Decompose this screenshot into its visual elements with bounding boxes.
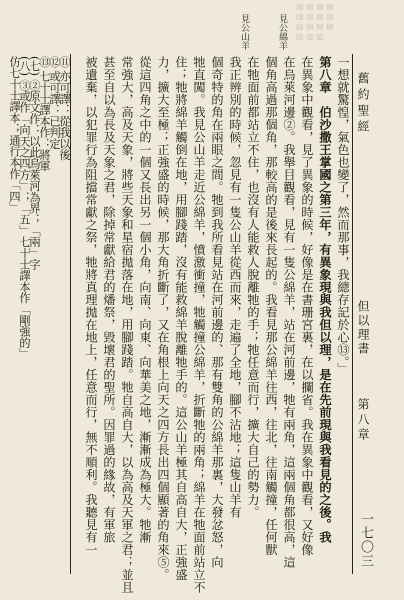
body-column: 一想就驚惶，氣色也變了，然而那事，我總存記於心⑬。」	[336, 56, 350, 375]
body-column: 個奇特的角在兩眼之間。牠到我所看見站在河前邊的、那有雙角的公綿羊那裏，大發忿怒，向	[210, 56, 224, 569]
body-column: 從這四角之中的一個又長出另一個小角，向南、向東、向華美之地，漸漸成為極大。牠漸	[138, 56, 152, 544]
footnotes	[8, 56, 70, 574]
footnote: ⑫ 或可譯：已判定	[48, 56, 61, 150]
body-column: 牠直闖。我見公山羊走近公綿羊，憤激衝撞，牠觸撞公綿羊，折斷牠的兩角；綿羊在牠面前站立不	[192, 56, 206, 594]
footnote: (七) ②原文作：以此烏萊河為界；「兩」字	[28, 56, 41, 270]
body-column: 在烏萊河邊②。我舉目觀看，見有一隻公綿羊，站在河前邊，牠有兩角，這兩個角都很高，這	[282, 56, 296, 569]
body-column: 甚至自以為長及天象之君，除掉常獻給君的燔祭，毀壞君的聖所。因罪過的緣故，有軍旅	[102, 56, 116, 544]
book-title: 舊約聖經	[356, 72, 370, 136]
body-column: 在異象中觀看，見了異象的時候，好像是在書珊宮裏，在以攔省。我在異象中觀看，又好像	[300, 56, 314, 556]
show-through-text: ▤ ▤ ▤ ▤ ▥ ▥ ▥ ▥ ▤ ▤ ▤ ▤ ▥ ▥ ▥	[296, 2, 334, 41]
body-column: 力，擴大至極；正強盛的時候，那大角折斷了，又在角根上向天之四方長出四個顯著的角來⑤。	[156, 56, 170, 581]
footnote: ⑬ 七十士譯本作：將軍	[38, 56, 51, 172]
body-column: 第八章 伯沙撒王掌國之第三年，有異象現與我但以理，是在先前現與我看見的之後。我	[318, 56, 332, 544]
body-column: 被遺棄，以犯罪行為阻擋常獻之祭，牠將真理拋在地上，任意而行，無不順利。我聽見有一	[84, 56, 98, 556]
body-column: 我正辨別的時候，忽見有一隻公山羊從西而來，走遍了全地，腳不沾地；這隻山羊有	[228, 56, 242, 519]
footnote: ⑪ 亦可譯：從我以後	[58, 56, 71, 161]
body-text	[68, 56, 352, 594]
headnote-ram: 見公綿羊	[277, 14, 287, 50]
page-number: 一七〇三	[358, 512, 373, 568]
body-column: 在牠面前都站立不住，也沒有人能救人脫離牠的手；牠任意而行，擴大自己的勢力。	[246, 56, 260, 519]
headnote-goat: 見公山羊	[239, 14, 249, 50]
body-column: 住；牠將綿羊觸倒在地，用腳踐踏，沒有能救綿羊脫離牠手的。這公山羊極其自高自大，正強盛	[174, 56, 188, 581]
chapter-header: 第八章	[356, 398, 370, 443]
body-column: 常強大，高及天象，將些天象和星宿拋落在地，用腳踐踏。牠自高自大，以為高及天軍之君；並且	[120, 56, 134, 594]
footnote: 仿七十士譯本；通行本作「四」	[8, 56, 21, 213]
footnote: (八) ③或作「向天之四方」；「五」七十士譯本作「剛強的」	[18, 56, 31, 360]
header-rule	[352, 54, 353, 574]
section-title: 但以理書	[356, 300, 370, 356]
body-column: 個角高過那個角，那較高的是後來長起的。我看見那公綿羊往西，往北，往南觸撞，任何獸	[264, 56, 278, 556]
